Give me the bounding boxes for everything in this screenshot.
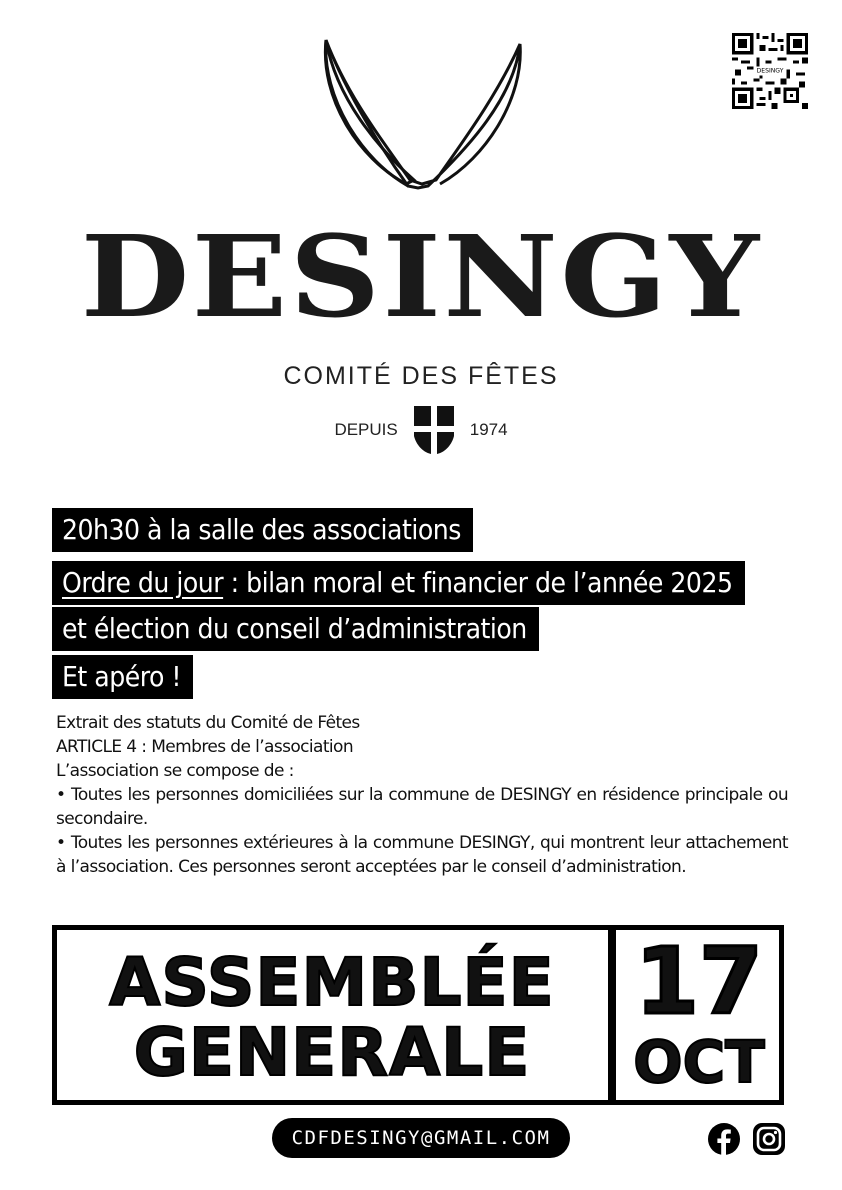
since-row — [0, 404, 842, 456]
since-label: DEPUIS — [334, 420, 398, 439]
rabbit-ears-logo — [318, 38, 528, 208]
announcement-agenda — [52, 561, 745, 605]
since-year: 1974 — [469, 420, 508, 439]
brand-subtitle: COMITÉ DES FÊTES — [283, 362, 559, 390]
event-box-divider — [608, 925, 616, 1105]
statutes-bullet-1: • Toutes les personnes domiciliées sur la commune de DESINGY en résidence principale ou secondaire. — [56, 785, 788, 829]
announcement-apero: Et apéro ! — [52, 655, 193, 699]
brand-title: DESINGY — [80, 212, 762, 343]
svg-text:DESINGY: DESINGY — [756, 67, 784, 75]
statutes-article: ARTICLE 4 : Membres de l’association — [56, 737, 354, 757]
statutes-heading: Extrait des statuts du Comité de Fêtes — [56, 713, 360, 733]
agenda-label: Ordre du jour — [62, 566, 224, 599]
contact-email[interactable]: CDFDESINGY@GMAIL.COM — [272, 1118, 570, 1158]
event-title-line2: GENERALE — [133, 1014, 531, 1091]
announcement-time-place: 20h30 à la salle des associations — [52, 508, 473, 552]
event-day: 17 — [634, 928, 764, 1035]
savoy-cross-shield-icon — [412, 404, 456, 456]
event-title-line1: ASSEMBLÉE — [109, 944, 555, 1021]
event-month: OCT — [633, 1028, 765, 1096]
statutes-intro: L’association se compose de : — [56, 761, 294, 781]
statutes-extract — [56, 711, 788, 879]
agenda-text: : bilan moral et financier de l’année 2025 — [223, 566, 733, 599]
qr-code[interactable] — [732, 33, 808, 109]
facebook-icon[interactable] — [707, 1122, 741, 1156]
statutes-bullet-2: • Toutes les personnes extérieures à la commune DESINGY, qui montrent leur attachement à l’association. Ces personnes seront acceptées par le conseil d’administration. — [56, 833, 788, 877]
announcement-election: et élection du conseil d’administration — [52, 607, 539, 651]
instagram-icon[interactable] — [752, 1122, 786, 1156]
